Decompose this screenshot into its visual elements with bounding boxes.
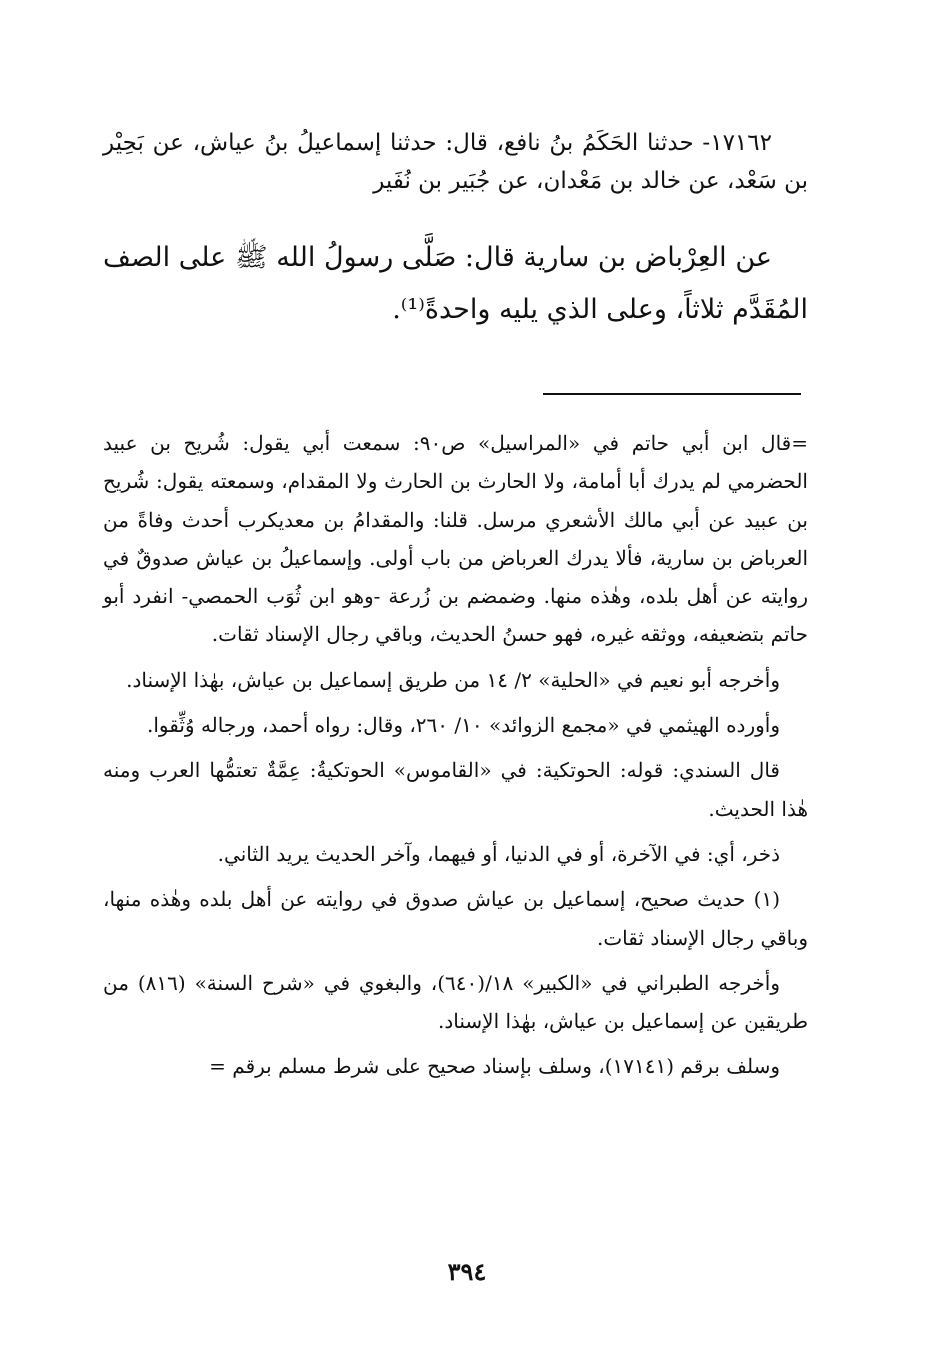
footnote-paragraph: وسلف برقم (١٧١٤١)، وسلف بإسناد صحيح على شرط مسلم برقم = bbox=[209, 1054, 780, 1079]
footnote-divider bbox=[543, 393, 801, 395]
footnote-paragraph: ذخر، أي: في الآخرة، أو في الدنيا، أو فيهما، وآخر الحديث يريد الثاني. bbox=[217, 841, 780, 866]
hadith-isnad: ١٧١٦٢- حدثنا الحَكَمُ بنُ نافع، قال: حدثنا إسماعيلُ بنُ عياش، عن بَحِيْر بن سَعْد، عن خالد بن مَعْدان، عن جُبَير بن نُفَير bbox=[103, 130, 808, 194]
hadith-matn: عن العِرْباض بن سارية قال: صَلَّى رسولُ الله ﷺ على الصف المُقَدَّم ثلاثاً، وعلى الذي يليه واحدةً⁽¹⁾. bbox=[103, 242, 808, 325]
footnote-paragraph: وأخرجه الطبراني في «الكبير» ١٨/(٦٤٠)، والبغوي في «شرح السنة» (٨١٦) من طريقين عن إسماعيل بن عياش، بهٰذا الإسناد. bbox=[103, 970, 808, 1034]
hadith-isnad-block bbox=[103, 124, 808, 200]
footnote-paragraph: وأخرجه أبو نعيم في «الحلية» ٢/ ١٤ من طريق إسماعيل بن عياش، بهٰذا الإسناد. bbox=[126, 667, 780, 692]
footnote-paragraph: (١) حديث صحيح، إسماعيل بن عياش صدوق في روايته عن أهل بلده وهٰذه منها، وباقي رجال الإسناد ثقات. bbox=[103, 887, 808, 950]
footnote-paragraph: وأورده الهيثمي في «مجمع الزوائد» ١٠/ ٢٦٠، وقال: رواه أحمد، ورجاله وُثِّقوا. bbox=[147, 713, 780, 738]
footnote-paragraph: =قال ابن أبي حاتم في «المراسيل» ص٩٠: سمعت أبي يقول: شُريح بن عبيد الحضرمي لم يدرك أبا أمامة، ولا الحارث بن الحارث ولا المقدام، وسمعته يقول: شُريح بن عبيد عن أبي مالك الأشعري مرسل. قلنا: والمقدامُ بن معديكرب أحدث وفاةً من العرباض بن سارية، فألا يدرك العرباض من باب أولى. وإسماعيلُ بن عياش صدوقٌ في روايته عن أهل بلده، وهٰذه منها. وضمضم بن زُرعة -وهو ابن ثُوَب الحمصي- انفرد أبو حاتم بتضعيفه، ووثقه غيره، فهو حسنُ الحديث، وباقي رجال الإسناد ثقات. bbox=[103, 431, 808, 647]
page-number: ٣٩٤ bbox=[447, 1257, 487, 1286]
footnote-paragraph: قال السندي: قوله: الحوتكية: في «القاموس» الحوتكيةُ: عِمَّةٌ تعتمُّها العرب ومنه هٰذا الحديث. bbox=[103, 758, 808, 821]
footnotes-block bbox=[103, 424, 808, 1093]
hadith-matn-block bbox=[103, 232, 808, 336]
